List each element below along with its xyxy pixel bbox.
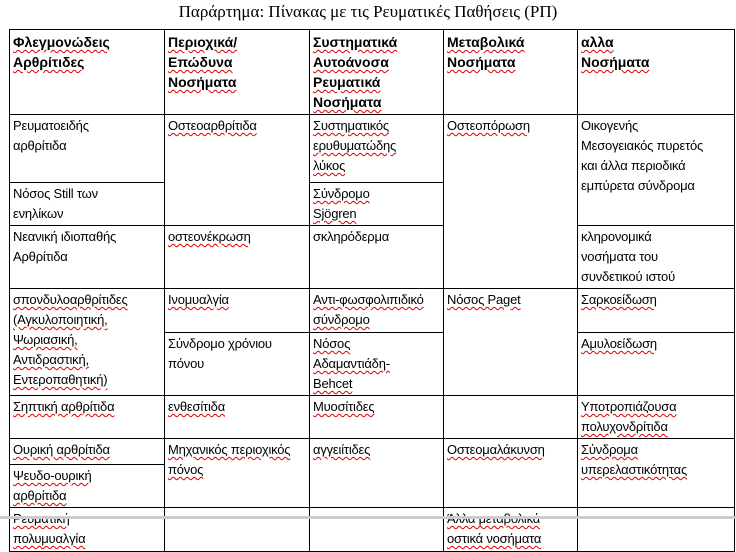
table-cell: [444, 508, 578, 552]
header-text: αλλα Νοσήματα: [581, 34, 650, 70]
cell-text: οστικά νοσήματα: [447, 531, 542, 546]
document-title: Παράρτημα: Πίνακας με τις Ρευματικές Παθήσεις (ΡΠ): [178, 2, 558, 21]
header-regional: [165, 30, 310, 115]
table-row: [10, 439, 735, 465]
table-cell: Ρευματοειδής αρθρίτιδα: [10, 115, 165, 183]
table-cell: [310, 396, 444, 439]
cell-text: Νόσος Αδαμαντιάδη- Behcet: [313, 336, 390, 391]
table-cell: [444, 396, 578, 439]
cell-text: πολυμυαλγία: [13, 531, 86, 546]
header-text: Περιοχικά/ Επώδυνα Νοσήματα: [168, 34, 238, 90]
table-cell: [578, 396, 735, 439]
cell-text: Οστεοπόρωση: [447, 118, 530, 133]
header-inflammatory: [10, 30, 165, 115]
cell-text: Νόσος Paget: [447, 292, 521, 307]
table-cell: [165, 226, 310, 289]
header-text: Συστηματικά Αυτοάνοσα Ρευματικά Νοσήματα: [313, 34, 398, 110]
cell-text: Σύνδρομα υπερελαστικότητας: [581, 442, 688, 477]
table-cell: [165, 115, 310, 226]
table-row: [10, 289, 735, 333]
table-cell: Σύνδρομο χρόνιου πόνου: [165, 333, 310, 396]
table-row: [10, 508, 735, 552]
table-cell: σκληρόδερμα: [310, 226, 444, 289]
rheumatic-diseases-table: [9, 29, 735, 552]
table-cell: [10, 465, 165, 508]
table-cell: Νόσος Still των ενηλίκων: [10, 183, 165, 226]
cell-text: Οστεομαλάκυνση: [447, 442, 545, 457]
table-cell: [444, 289, 578, 396]
cell-text: οστεονέκρωση: [168, 229, 251, 244]
table-cell: [310, 508, 444, 552]
cell-text: Οστεοαρθρίτιδα: [168, 118, 257, 133]
cell-text: Μηχανικός περιοχικός πόνος: [168, 442, 291, 477]
table-cell: [310, 183, 444, 226]
table-cell: [10, 289, 165, 396]
table-row: [10, 396, 735, 439]
table-cell: [165, 289, 310, 333]
header-row: [10, 30, 735, 115]
cell-text: Σηπτική αρθρίτιδα: [13, 399, 115, 414]
header-systemic: [310, 30, 444, 115]
cell-text: Σαρκοείδωση: [581, 292, 657, 307]
table-cell: Οικογενής Μεσογειακός πυρετός και άλλα περιοδικά εμπύρετα σύνδρομα: [578, 115, 735, 226]
cell-text: Ουρική αρθρίτιδα: [13, 442, 110, 457]
table-cell: [444, 115, 578, 289]
header-other: [578, 30, 735, 115]
table-cell: [165, 439, 310, 508]
table-cell: [310, 439, 444, 508]
cell-text: Αμυλοείδωση: [581, 336, 657, 351]
table-cell: [310, 115, 444, 183]
cell-text: Μυοσίτιδες: [313, 399, 375, 414]
cell-text: αγγειίτιδες: [313, 442, 371, 457]
header-text: Μεταβολικά Νοσήματα: [447, 34, 525, 70]
table-cell: [165, 508, 310, 552]
table-cell: [578, 439, 735, 508]
table-cell: [10, 396, 165, 439]
cell-text: Υποτροπιάζουσα πολυχονδρίτιδα: [581, 399, 677, 434]
table-row: [10, 226, 735, 289]
cell-text: Ψευδο-ουρική αρθρίτιδα: [13, 468, 92, 503]
table-cell: [444, 439, 578, 508]
table-row: [10, 115, 735, 183]
table-cell: [10, 439, 165, 465]
table-cell: [578, 333, 735, 396]
cell-text: Σύνδρομο Sjögren: [313, 186, 370, 221]
table-cell: [578, 289, 735, 333]
table-cell: κληρονομικά νοσήματα του συνδετικού ιστού: [578, 226, 735, 289]
table-cell: [310, 333, 444, 396]
table-cell: Νεανική ιδιοπαθής Αρθρίτιδα: [10, 226, 165, 289]
cell-text: Ινομυαλγία: [168, 292, 229, 307]
header-metabolic: [444, 30, 578, 115]
header-text: Φλεγμονώδεις Αρθρίτιδες: [13, 34, 110, 70]
table-cell: [165, 396, 310, 439]
table-cell: [10, 508, 165, 552]
table-cell: [578, 508, 735, 552]
cell-text: Αντι-φωσφολιπιδικό σύνδρομο: [313, 292, 424, 327]
cell-text: Συστηματικός ερυθυματώδης λύκος: [313, 118, 397, 173]
cell-text: ενθεσίτιδα: [168, 399, 226, 414]
cell-text: σπονδυλοαρθρίτιδες (Αγκυλοποιητική, Ψωριασική, Αντιδραστική, Εντεροπαθητική): [13, 292, 128, 387]
table-cell: [310, 289, 444, 333]
